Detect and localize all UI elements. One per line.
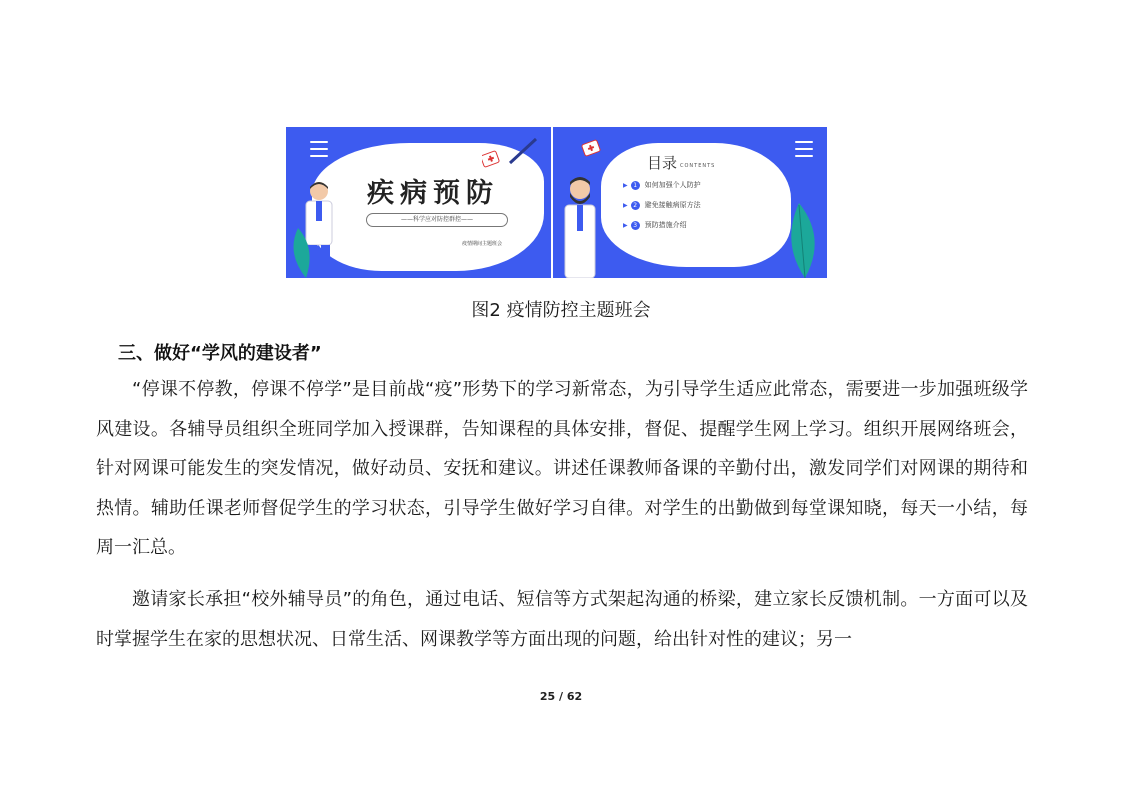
leaf-icon <box>286 223 326 278</box>
toc-item-number: 1 <box>631 181 640 190</box>
toc-item-label: 如何加强个人防护 <box>644 181 701 189</box>
toc-subtitle: CONTENTS <box>680 163 716 169</box>
toc-title: 目录 <box>647 154 678 172</box>
slide-contents <box>553 127 827 278</box>
play-icon: ▶ <box>623 221 628 229</box>
menu-icon <box>310 141 328 159</box>
menu-icon <box>795 141 813 159</box>
syringe-icon <box>482 135 542 175</box>
slide-title: 疾病预防 <box>367 178 499 209</box>
figure-image <box>286 127 827 278</box>
toc-item <box>623 220 687 230</box>
doctor-figure-icon <box>555 175 605 278</box>
play-icon: ▶ <box>623 181 628 189</box>
toc-item <box>623 200 701 210</box>
toc-item-number: 3 <box>631 221 640 230</box>
slide-subtitle: ——科学应对防控群控—— <box>366 213 508 227</box>
section-heading: 三、做好“学风的建设者” <box>118 343 322 364</box>
toc-item-number: 2 <box>631 201 640 210</box>
slide-footnote: 疫情期间主题班会 <box>462 241 503 247</box>
toc-item-label: 避免接触病原方法 <box>644 201 701 209</box>
toc-item-label: 预防措施介绍 <box>644 221 687 229</box>
page-number: 25 / 62 <box>539 690 583 703</box>
play-icon: ▶ <box>623 201 628 209</box>
leaf-icon <box>781 193 827 278</box>
first-aid-kit-icon <box>581 137 603 159</box>
figure-caption: 图2 疫情防控主题班会 <box>471 300 651 321</box>
slide-cover <box>286 127 551 278</box>
body-paragraph: “停课不停教，停课不停学”是目前战“疫”形势下的学习新常态，为引导学生适应此常态，需要进一步加强班级学风建设。各辅导员组织全班同学加入授课群，告知课程的具体安排，督促、提醒学生网上学习。组织开展网络班会，针对网课可能发生的突发情况，做好动员、安抚和建议。讲述任课教师备课的辛勤付出，激发同学们对网课的期待和热情。辅助任课老师督促学生的学习状态，引导学生做好学习自律。对学生的出勤做到每堂课知晓，每天一小结，每周一汇总。 <box>96 379 1028 558</box>
toc-item <box>623 180 701 190</box>
body-paragraph: 邀请家长承担“校外辅导员”的角色，通过电话、短信等方式架起沟通的桥梁，建立家长反馈机制。一方面可以及时掌握学生在家的思想状况、日常生活、网课教学等方面出现的问题，给出针对性的建议；另一 <box>96 589 1028 650</box>
